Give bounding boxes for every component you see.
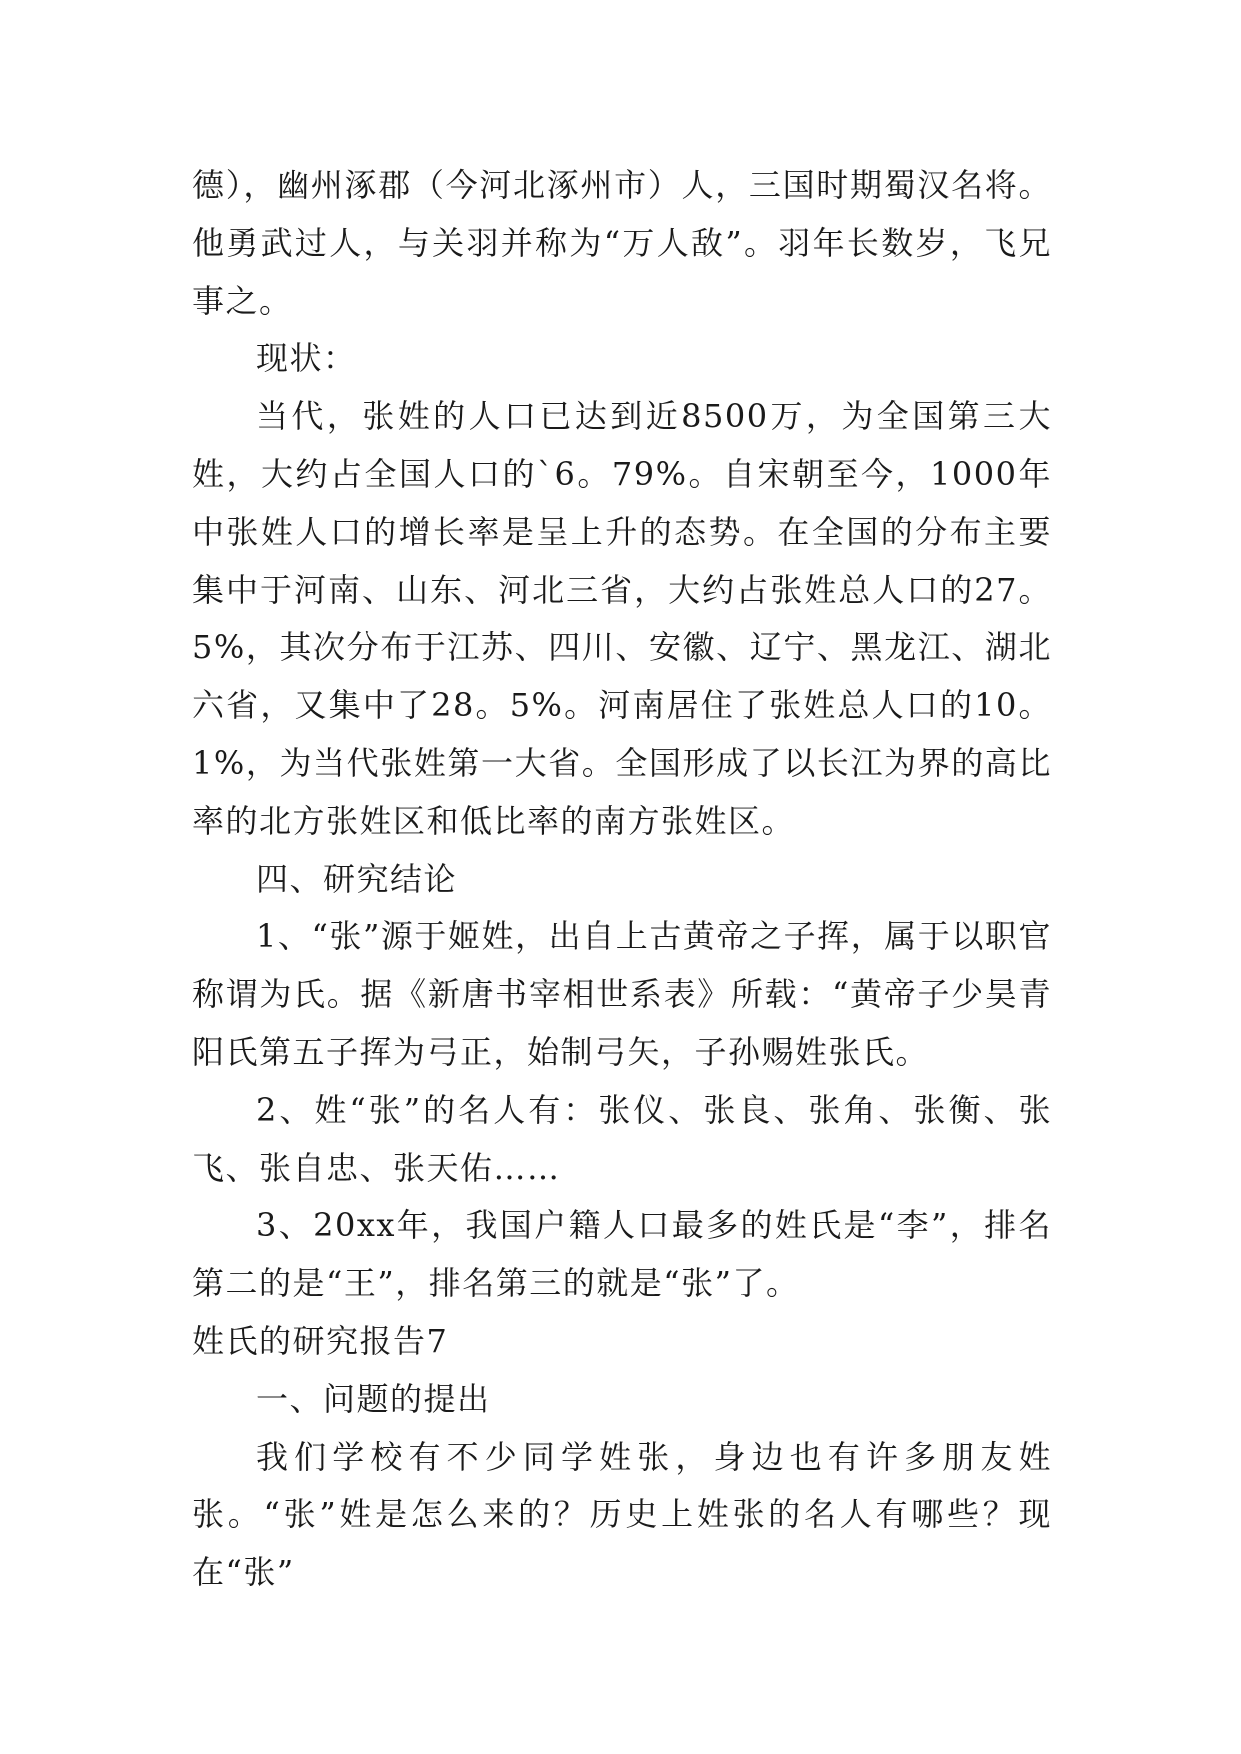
paragraph-zhang-fei-bio: 德），幽州涿郡（今河北涿州市）人，三国时期蜀汉名将。他勇武过人，与关羽并称为“万人敌”。羽年长数岁，飞兄事之。 [192, 166, 1052, 320]
paragraph-status-heading: 现状： [256, 339, 357, 378]
paragraph-conclusion-1: 1、“张”源于姬姓，出自上古黄帝之子挥，属于以职官称谓为氏。据《新唐书宰相世系表》所载：“黄帝子少昊青阳氏第五子挥为弓正，始制弓矢，子孙赐姓张氏。 [192, 917, 1052, 1071]
section-heading-conclusion: 四、研究结论 [256, 859, 458, 898]
document-body [192, 157, 1052, 1602]
report-title: 姓氏的研究报告7 [192, 1321, 449, 1360]
paragraph-conclusion-2: 2、姓“张”的名人有：张仪、张良、张角、张衡、张飞、张自忠、张天佑…… [192, 1090, 1052, 1187]
section-heading-question: 一、问题的提出 [256, 1379, 491, 1418]
paragraph-population-status: 当代，张姓的人口已达到近8500万，为全国第三大姓，大约占全国人口的`6。79%。自宋朝至今，1000年中张姓人口的增长率是呈上升的态势。在全国的分布主要集中于河南、山东、河北三省，大约占张姓总人口的27。5%，其次分布于江苏、四川、安徽、辽宁、黑龙江、湖北六省，又集中了28。5%。河南居住了张姓总人口的10。1%，为当代张姓第一大省。全国形成了以长江为界的高比率的北方张姓区和低比率的南方张姓区。 [192, 397, 1052, 840]
paragraph-conclusion-3: 3、20xx年，我国户籍人口最多的姓氏是“李”，排名第二的是“王”，排名第三的就是“张”了。 [192, 1206, 1052, 1303]
paragraph-question: 我们学校有不少同学姓张，身边也有许多朋友姓张。“张”姓是怎么来的？历史上姓张的名人有哪些？现在“张” [192, 1437, 1052, 1592]
